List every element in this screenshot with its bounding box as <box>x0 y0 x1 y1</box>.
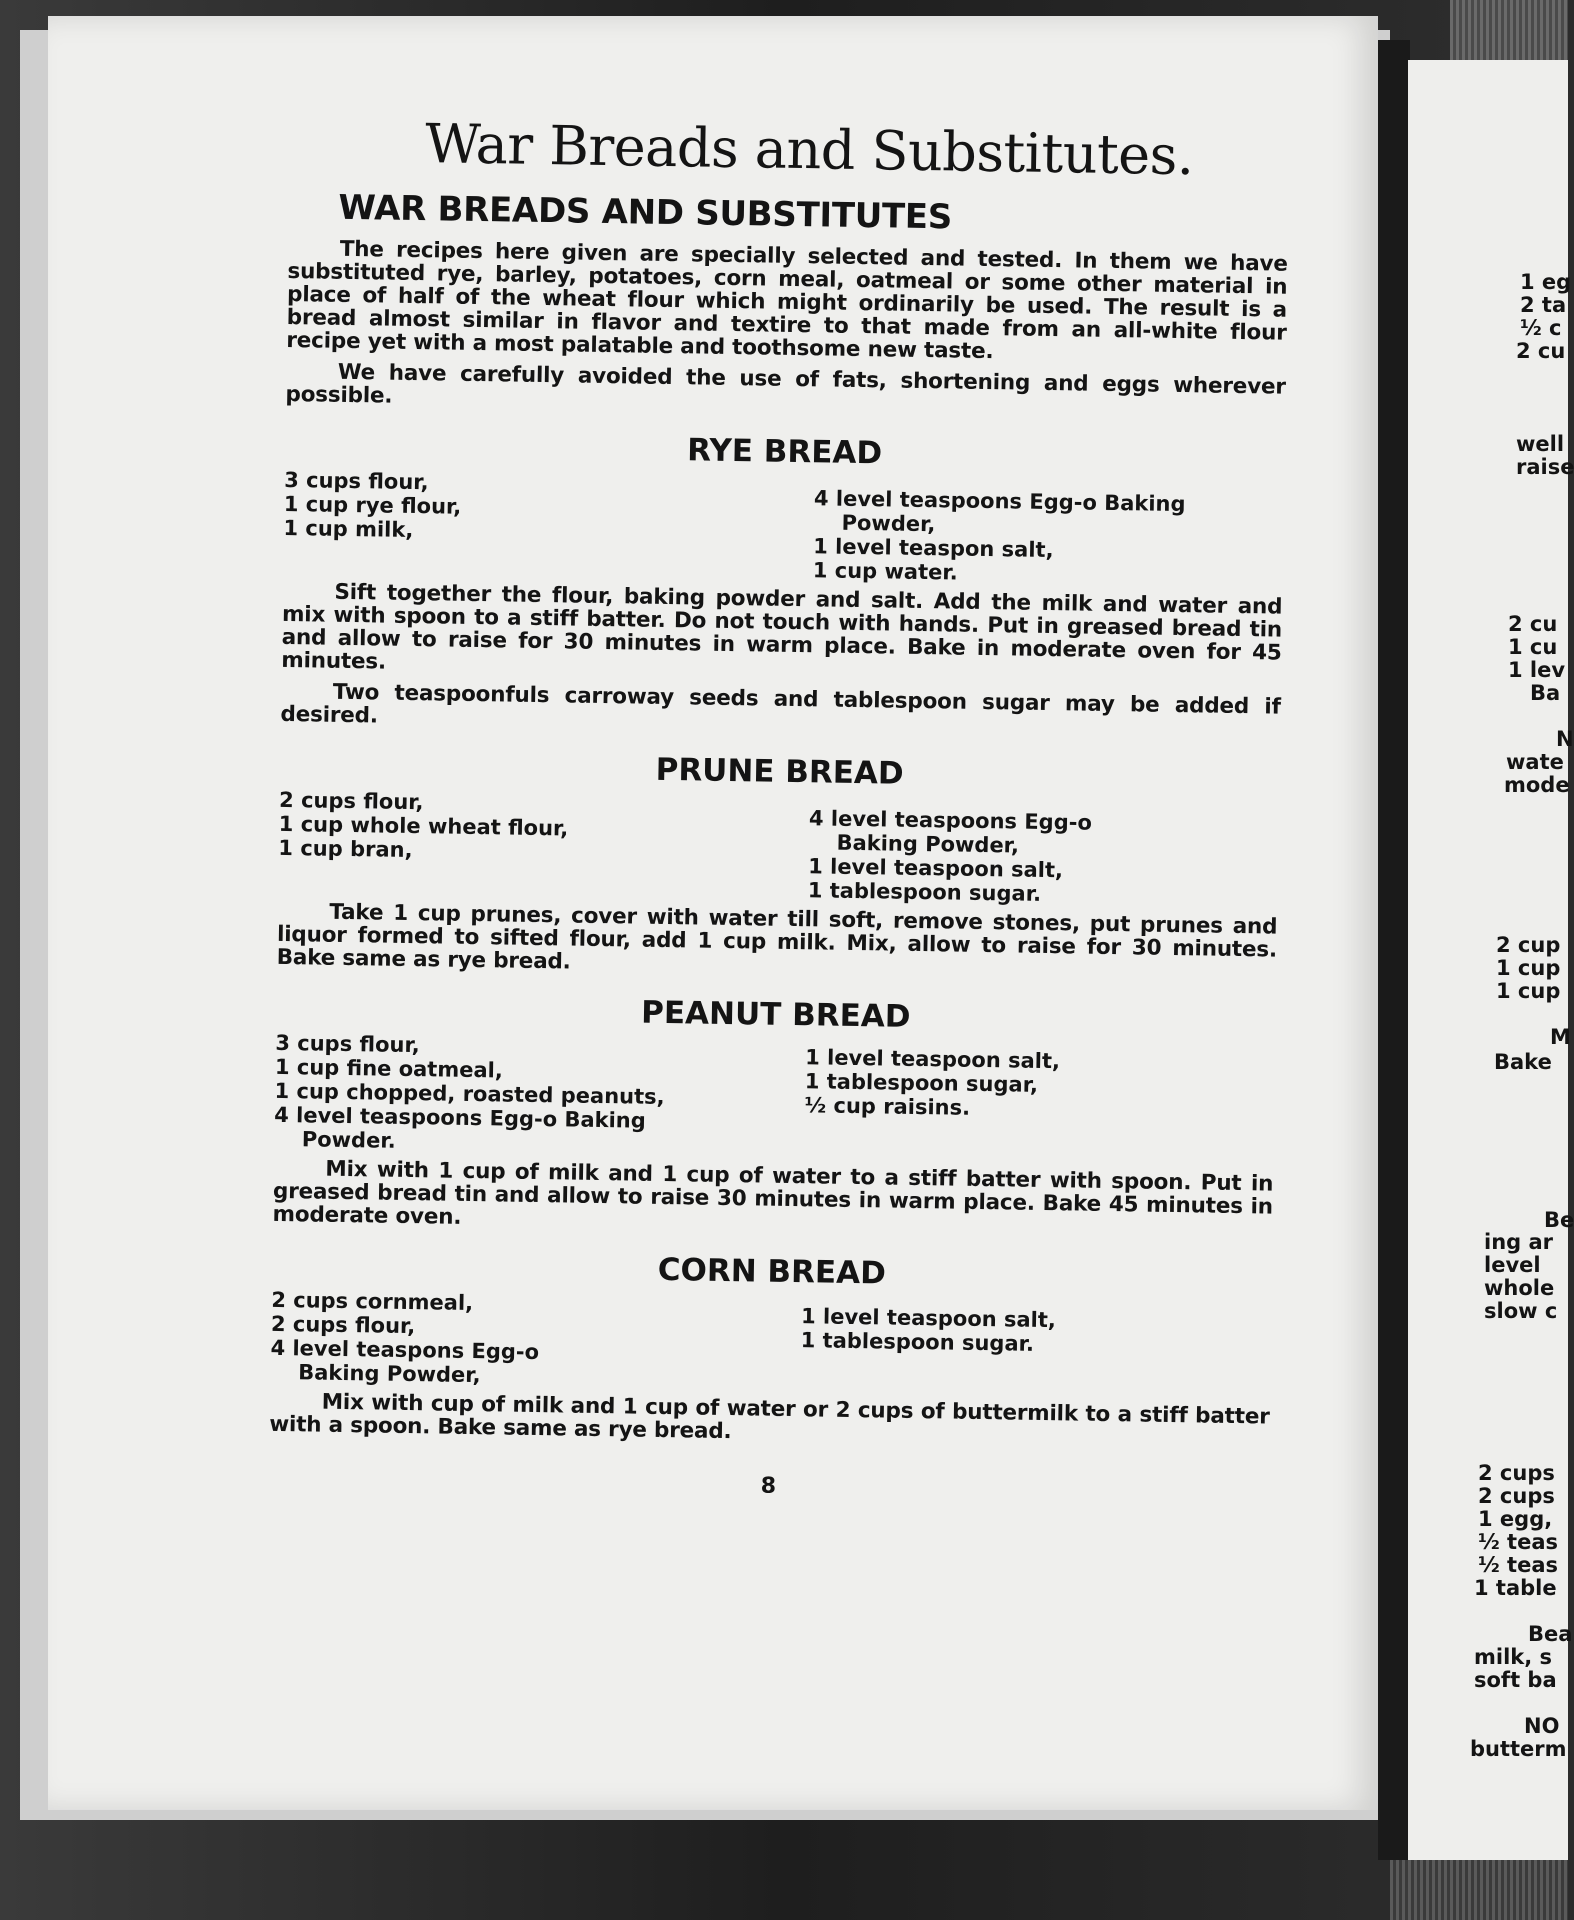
right-page-fragment: Bea <box>1528 1622 1573 1646</box>
ingredient: 4 level teaspoons Egg-o <box>808 806 1093 835</box>
right-page-fragment: ½ teas <box>1478 1530 1559 1554</box>
ingredient: 3 cups flour, <box>283 467 429 495</box>
page-title: War Breads and Substitutes. <box>424 112 1195 188</box>
recipe-directions: Mix with cup of milk and 1 cup of water or 2 cups of buttermilk to a stiff batter with a spoon. Bake same as rye bread. <box>269 1389 1270 1445</box>
ingredient: ½ cup raisins. <box>804 1093 971 1120</box>
ingredient: Powder. <box>301 1127 396 1153</box>
recipe-note: Two teaspoonfuls carroway seeds and tablespoon sugar may be added if desired. <box>280 679 1281 729</box>
ingredient: 1 cup chopped, roasted peanuts, <box>274 1078 665 1110</box>
right-page-fragment: 2 cups <box>1478 1484 1555 1508</box>
recipe-directions: Take 1 cup prunes, cover with water till soft, remove stones, put prunes and liquor formed to sifted flour, add 1 cup milk. Mix, allow to raise for 30 minutes. Bake same as rye bread. <box>276 899 1278 975</box>
book-cover-cloth-bottom <box>1390 1860 1568 1920</box>
right-page-fragment: wate <box>1506 750 1564 774</box>
recipe-peanut-bread <box>272 989 1276 1242</box>
intro-paragraph: We have carefully avoided the use of fats, shortening and eggs wherever possible. <box>285 359 1286 409</box>
right-page-fragment: milk, s <box>1474 1645 1553 1669</box>
ingredient: Powder, <box>841 510 936 537</box>
right-page-fragment: soft ba <box>1474 1668 1557 1692</box>
right-page-fragment: Be <box>1544 1208 1574 1232</box>
ingredient: 1 level teaspon salt, <box>813 534 1054 563</box>
ingredient-list <box>270 1288 1271 1400</box>
recipe-title: CORN BREAD <box>657 1251 887 1292</box>
ingredient: 3 cups flour, <box>275 1030 420 1058</box>
book-gutter <box>1378 40 1410 1860</box>
right-page-fragment: 1 cu <box>1508 635 1558 659</box>
ingredient: 1 tablespoon sugar. <box>807 878 1042 906</box>
right-page-fragment: 2 ta <box>1520 293 1567 317</box>
ingredient: 1 level teaspoon salt, <box>804 1045 1061 1074</box>
ingredient: 4 level teaspoons Egg-o Baking <box>813 486 1186 517</box>
ingredient: 2 cups cornmeal, <box>271 1287 474 1316</box>
right-page-fragment: 2 cups <box>1478 1461 1555 1485</box>
right-page-fragment: 2 cu <box>1516 339 1566 363</box>
recipe-corn-bread <box>269 1246 1272 1452</box>
right-page-fragment: ing ar <box>1484 1230 1554 1254</box>
ingredient: 1 cup fine oatmeal, <box>274 1054 503 1083</box>
recipe-directions: Mix with 1 cup of milk and 1 cup of water to a stiff batter with spoon. Put in greased bread tin and allow to raise 30 minutes in warm place. Bake 45 minutes in moderate oven. <box>272 1156 1274 1230</box>
ingredient: Baking Powder, <box>297 1360 481 1388</box>
ingredient: 1 cup whole wheat flour, <box>278 811 569 841</box>
right-page-fragment: raise <box>1516 455 1574 479</box>
ingredient-list <box>278 788 1280 910</box>
right-page-fragment: M <box>1550 1025 1571 1049</box>
right-page-fragment: 1 lev <box>1508 658 1566 682</box>
ingredient-column-right <box>813 486 1284 589</box>
right-page-fragment: ½ teas <box>1478 1553 1559 1577</box>
recipe-rye-bread <box>280 426 1285 742</box>
recipe-directions: Sift together the flour, baking powder and salt. Add the milk and water and mix with spoon to a stiff batter. Do not touch with hands. Put in greased bread tin and allow to raise for 30 minutes in warm place. Bake in moderate oven for 45 minutes. <box>281 579 1283 675</box>
right-page-fragment: NO <box>1524 1714 1560 1738</box>
section-heading: WAR BREADS AND SUBSTITUTES <box>338 187 953 238</box>
book-cover-cloth-top <box>1450 0 1568 62</box>
right-page-fragment: 2 cu <box>1508 612 1558 636</box>
ingredient: 1 cup water. <box>812 558 958 585</box>
ingredient-column-right <box>800 1304 1271 1399</box>
ingredient: 1 cup bran, <box>278 835 413 863</box>
ingredient: 1 level teaspoon salt, <box>800 1304 1057 1333</box>
ingredient-column-left <box>270 1288 711 1391</box>
right-page-fragment: 1 egg, <box>1478 1507 1553 1531</box>
ingredient: 4 level teaspoons Egg-o Baking <box>274 1102 646 1133</box>
intro-paragraph: The recipes here given are specially selected and tested. In them we have substituted rye, barley, potatoes, corn meal, oatmeal or some other material in place of half of the wheat flour which might ordinarily be used. The result is a bread almost similar in flavor and textire to that made from an all-white flour recipe yet with a most palatable and toothsome new taste. <box>286 236 1288 365</box>
left-page-content <box>268 110 1290 1507</box>
ingredient: 1 tablespoon sugar. <box>800 1328 1035 1356</box>
ingredient-column-left <box>274 1031 716 1158</box>
right-page-fragment: 1 table <box>1474 1576 1557 1600</box>
right-page-fragment: 2 cup <box>1496 933 1561 957</box>
recipe-title: PRUNE BREAD <box>655 751 904 792</box>
right-page-fragment: level <box>1484 1253 1541 1277</box>
ingredient-column-right <box>804 1045 1276 1166</box>
ingredient: 1 cup rye flour, <box>283 491 462 519</box>
right-page-fragment: 1 eg <box>1520 270 1572 294</box>
ingredient-column-right <box>808 806 1279 909</box>
ingredient: 4 level teaspons Egg-o <box>270 1335 540 1365</box>
ingredient: Baking Powder, <box>836 830 1020 858</box>
right-page-fragment: whole <box>1484 1276 1555 1300</box>
right-page-fragment: ½ c <box>1520 316 1562 340</box>
ingredient: 2 cups flour, <box>278 787 424 815</box>
ingredient: 2 cups flour, <box>270 1311 416 1339</box>
right-page-fragment: 1 cup <box>1496 979 1561 1003</box>
right-page-fragment: slow c <box>1484 1299 1558 1323</box>
ingredient: 1 level teaspoon salt, <box>807 854 1064 883</box>
right-page-fragment: N <box>1556 727 1574 751</box>
recipe-prune-bread <box>277 746 1280 985</box>
ingredient: 1 cup milk, <box>283 515 414 542</box>
ingredient-list <box>283 468 1285 590</box>
right-page-fragment: well <box>1516 432 1565 456</box>
recipe-title: PEANUT BREAD <box>640 994 911 1035</box>
right-page-fragment: Bake <box>1494 1050 1552 1074</box>
right-page-fragment: butterm <box>1470 1737 1567 1761</box>
ingredient-column-left <box>278 788 720 901</box>
page-number: 8 <box>760 1473 777 1499</box>
ingredient: 1 tablespoon sugar, <box>804 1069 1039 1097</box>
ingredient-column-left <box>283 468 725 581</box>
recipe-title: RYE BREAD <box>686 432 883 472</box>
right-page-fragment: Ba <box>1530 681 1561 705</box>
ingredient-list <box>274 1031 1276 1167</box>
right-page-fragment: 1 cup <box>1496 956 1561 980</box>
right-page-fragment: mode <box>1504 773 1570 797</box>
